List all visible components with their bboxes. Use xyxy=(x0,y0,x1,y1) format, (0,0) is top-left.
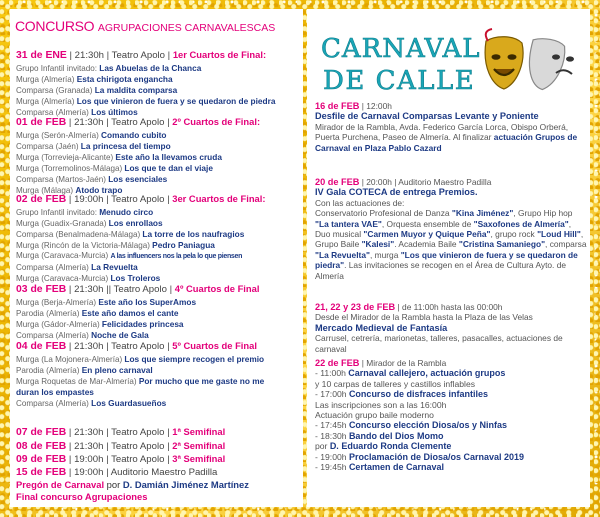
list-item: - 19:45h Certamen de Carnaval xyxy=(315,462,444,473)
day-block-5: 04 de FEB | 21:30h | Teatro Apolo | 5º Cuartos de Final Murga (La Mojonera-Almería) Los que siempre recogen el premio Parodia (Almería) En pleno carnaval Murga Roquetas de Mar-Almería) Por mucho que me gaste no me duran los empastes Comparsa (Almería) Los Guardasueños xyxy=(16,340,300,409)
concurso-panel xyxy=(10,9,303,507)
list-item: Comparsa (Almería) La Revuelta xyxy=(16,261,138,272)
list-item: - 19:00h Proclamación de Diosa/os Carnaval 2019 xyxy=(315,451,525,462)
list-item: Murga (Caravaca-Murcia) Los Troleros xyxy=(16,273,161,284)
list-item: Murga (Berja-Almería) Este año los SuperAmos xyxy=(16,296,197,307)
event-desfile: 16 de FEB | 12:00h Desfile de Carnaval Comparsas Levante y Poniente Mirador de la Rambla, Avda. Federico García Lorca, Obispo Orberá, Puerta Purchena, Paseo de Almería. Al finalizar actuación Grupos de Carnaval en Plaza Pablo Cazard xyxy=(315,101,578,153)
list-item: Parodia (Almería) Este año damos el cante xyxy=(16,307,179,318)
event-gala-coteca: 20 de FEB | 20:00h | Auditorio Maestro Padilla IV Gala COTECA de entrega Premios. Con las actuaciones de: Conservatorio Profesional de Danza "Kina Jiménez", Grupo Hip hop "La tantera VAE", Orquesta ensemble de "Saxofones de Almería", Duo musical "Carmen Muyor y Quique Peña", grupo rock "Loud Hill", Grupo Baile "Kalesi". Academia Baile "Cristina Samaniego", comparsa "La Revuelta", murga "Los que vinieron de fuera y se quedaron de piedra". Las invitaciones se recogen en el Área de Cultura Ayto. de Almería xyxy=(315,177,587,281)
calle-panel xyxy=(307,9,590,507)
list-item: Las inscripciones son a las 16:00h xyxy=(315,399,447,410)
list-item: Murga (Guadix-Granada) Los enrollaos xyxy=(16,217,163,228)
list-item: Grupo Infantil invitado: Menudo circo xyxy=(16,206,154,217)
list-item: Murga (Rincón de la Victoria-Málaga) Pedro Paniagua xyxy=(16,239,215,250)
list-item: 15 de FEB | 19:00h | Auditorio Maestro Padilla xyxy=(16,466,218,478)
list-item: Parodia (Almería) En pleno carnaval xyxy=(16,364,153,375)
pregon-line: Pregón de Carnaval por D. Damián Jiménez Martínez xyxy=(16,479,249,490)
list-item: - 18:30h Bando del Dios Momo xyxy=(315,430,444,441)
final-line: Final concurso Agrupaciones xyxy=(16,490,148,502)
list-item: por D. Eduardo Ronda Clemente xyxy=(315,441,452,452)
logo-line2: DE CALLE xyxy=(323,66,476,95)
list-item: Murga (Almería) Esta chirigota engancha xyxy=(16,73,173,84)
list-item: Comparsa (Almería) Los últimos xyxy=(16,106,138,117)
logo-line1: CARNAVAL xyxy=(321,34,481,64)
event-22-feb: 22 de FEB | Mirador de la Rambla - 11:00h Carnaval callejero, actuación grupos y 10 carpas de talleres y castillos inflables - 17:00h Concurso de disfraces infantiles Las inscripciones son a las 16:00h Actuación grupo baile moderno - 17:45h Concurso elección Diosa/os y Ninfas - 18:30h Bando del Dios Momo por D. Eduardo Ronda Clemente - 19:00h Proclamación de Diosa/os Carnaval 2019 - 19:45h Certamen de Carnaval xyxy=(315,358,587,472)
list-item: Murga (Torremolinos-Málaga) Los que te dan el viaje xyxy=(16,162,213,173)
list-item: Murga (Serón-Almería) Comando cubito xyxy=(16,129,167,140)
list-item: Comparsa (Martos-Jaén) Los esenciales xyxy=(16,173,168,184)
list-item: Murga (Gádor-Almería) Felicidades princesa xyxy=(16,318,184,329)
list-item: Murga (La Mojonera-Almería) Los que siempre recogen el premio xyxy=(16,353,265,364)
list-item: Comparsa (Granada) La maldita comparsa xyxy=(16,84,178,95)
list-item: 09 de FEB | 19:00h | Teatro Apolo | 3ª Semifinal xyxy=(16,453,226,465)
list-item: Murga (Málaga) Atodo trapo xyxy=(16,184,123,195)
list-item: y 10 carpas de talleres y castillos inflables xyxy=(315,378,476,389)
list-item: Murga (Almería) Los que vinieron de fuera y se quedaron de piedra xyxy=(16,95,276,106)
event-mercado-medieval: 21, 22 y 23 de FEB | de 11:00h hasta las 00:00h Desde el Mirador de la Rambla hasta la Plaza de las Velas Mercado Medieval de Fantasía Carrusel, cetrería, marionetas, talleres, pasacalles, actuaciones de carnaval xyxy=(315,302,563,354)
list-item: 08 de FEB | 21:30h | Teatro Apolo | 2ª Semifinal xyxy=(16,439,226,452)
list-item: Murga (Torrevieja-Alicante) Este año la llevamos cruda xyxy=(16,151,222,162)
list-item: 07 de FEB | 21:30h | Teatro Apolo | 1ª Semifinal xyxy=(16,426,226,438)
list-item: Comparsa (Benalmadena-Málaga) La torre de los naufragios xyxy=(16,228,245,239)
concurso-title: CONCURSO AGRUPACIONES CARNAVALESCAS xyxy=(15,18,276,34)
list-item: Comparsa (Almería) Noche de Gala xyxy=(16,329,149,340)
list-item: - 11:00h Carnaval callejero, actuación grupos xyxy=(315,368,506,379)
list-item: Actuación grupo baile moderno xyxy=(315,410,434,421)
list-item: Grupo Infantil invitado: Las Abuelas de la Chanca xyxy=(16,62,202,73)
semifinals-block xyxy=(16,426,300,502)
day-block-4: 03 de FEB | 21:30h || Teatro Apolo | 4º Cuartos de Final Murga (Berja-Almería) Este año los SuperAmos Parodia (Almería) Este año damos el cante Murga (Gádor-Almería) Felicidades princesa Comparsa (Almería) Noche de Gala xyxy=(16,283,300,341)
list-item: - 17:45h Concurso elección Diosa/os y Ninfas xyxy=(315,420,507,431)
list-item: Comparsa (Almería) Los Guardasueños xyxy=(16,397,167,408)
day-block-2: 01 de FEB | 21:30h | Teatro Apolo | 2º Cuartos de Final: Murga (Serón-Almería) Comando cubito Comparsa (Jaén) La princesa del tiempo Murga (Torrevieja-Alicante) Este año la llevamos cruda Murga (Torremolinos-Málaga) Los que te dan el viaje Comparsa (Martos-Jaén) Los esenciales Murga (Málaga) Atodo trapo xyxy=(16,116,300,196)
list-item: Comparsa (Jaén) La princesa del tiempo xyxy=(16,140,171,151)
list-item: - 17:00h Concurso de disfraces infantiles xyxy=(315,389,488,400)
list-item: Murga Roquetas de Mar-Almería) Por mucho que me gaste no me duran los empastes xyxy=(16,375,265,397)
day-block-3: 02 de FEB | 19:00h | Teatro Apolo | 3er Cuartos de Final: Grupo Infantil invitado: Menudo circo Murga (Guadix-Granada) Los enrollaos Comparsa (Benalmadena-Málaga) La torre de los naufragios Murga (Rincón de la Victoria-Málaga) Pedro Paniagua Murga (Caravaca-Murcia) A las influencers nos la pela lo que piensen Comparsa (Almería) La Revuelta Murga (Caravaca-Murcia) Los Troleros xyxy=(16,193,300,284)
day-block-1: 31 de ENE | 21:30h | Teatro Apolo | 1er Cuartos de Final: Grupo Infantil invitado: Las Abuelas de la Chanca Murga (Almería) Esta chirigota engancha Comparsa (Granada) La maldita comparsa Murga (Almería) Los que vinieron de fuera y se quedaron de piedra Comparsa (Almería) Los últimos xyxy=(16,49,300,118)
theatre-masks-icon xyxy=(480,27,585,101)
list-item: Murga (Caravaca-Murcia) A las influencers nos la pela lo que piensen xyxy=(16,250,243,260)
